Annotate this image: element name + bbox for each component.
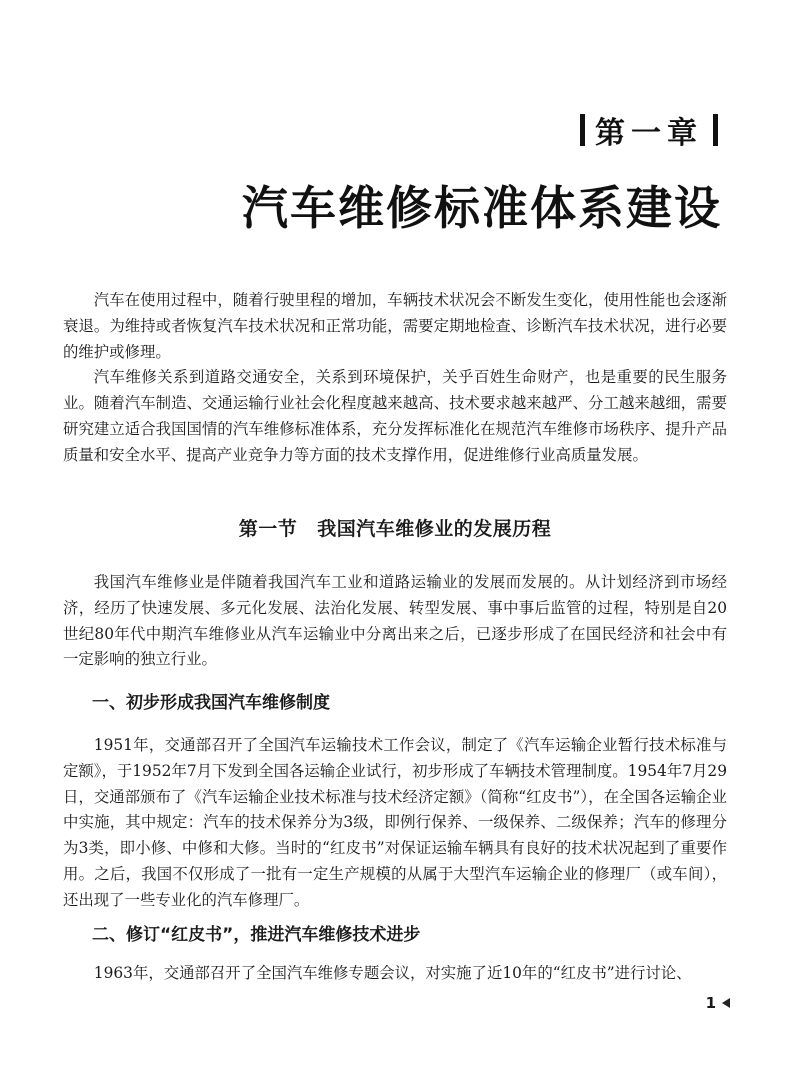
chapter-label	[580, 108, 718, 152]
chapter-number: 第一章	[595, 116, 703, 151]
subsection-1-paragraph-1: 1951年，交通部召开了全国汽车运输技术工作会议，制定了《汽车运输企业暂行技术标准与定额》，于1952年7月下发到全国各运输企业试行，初步形成了车辆技术管理制度。1954年7月29日，交通部颁布了《汽车运输企业技术标准与技术经济定额》（简称“红皮书”），在全国各运输企业中实施，其中规定：汽车的技术保养分为3级，即例行保养、一级保养、二级保养；汽车的修理分为3类，即小修、中修和大修。当时的“红皮书”对保证运输车辆具有良好的技术状况起到了重要作用。之后，我国不仅形成了一批有一定生产规模的从属于大型汽车运输企业的修理厂（或车间），还出现了一些专业化的汽车修理厂。	[63, 736, 727, 909]
subsection-1-text	[63, 733, 727, 914]
intro-paragraph-2: 汽车维修关系到道路交通安全，关系到环境保护，关乎百姓生命财产，也是重要的民生服务业。随着汽车制造、交通运输行业社会化程度越来越高、技术要求越来越严、分工越来越细，需要研究建立适合我国国情的汽车维修标准体系，充分发挥标准化在规范汽车维修市场秩序、提升产品质量和安全水平、提高产业竞争力等方面的技术支撑作用，促进维修行业高质量发展。	[63, 368, 727, 464]
section-number: 第一节	[238, 518, 298, 540]
page-number-text: 1	[705, 994, 716, 1012]
section-title: 我国汽车维修业的发展历程	[317, 518, 552, 540]
section-heading	[0, 514, 790, 541]
intro-paragraph-1: 汽车在使用过程中，随着行驶里程的增加，车辆技术状况会不断发生变化，使用性能也会逐渐衰退。为维持或者恢复汽车技术状况和正常功能，需要定期地检查、诊断汽车技术状况，进行必要的维护或修理。	[63, 291, 727, 361]
page-number	[706, 994, 730, 1012]
section-paragraph-1: 我国汽车维修业是伴随着我国汽车工业和道路运输业的发展而发展的。从计划经济到市场经济，经历了快速发展、多元化发展、法治化发展、转型发展、事中事后监管的过程，特别是自20世纪80年代中期汽车维修业从汽车运输业中分离出来之后，已逐步形成了在国民经济和社会中有一定影响的独立行业。	[63, 573, 727, 669]
chapter-title: 汽车维修标准体系建设	[242, 181, 722, 235]
page-marker-icon	[722, 998, 730, 1008]
right-bar-decoration	[713, 114, 718, 146]
subheading-2: 二、修订“红皮书”，推进汽车维修技术进步	[92, 925, 421, 945]
left-bar-decoration	[580, 114, 585, 146]
subsection-2-paragraph-1: 1963年，交通部召开了全国汽车维修专题会议，对实施了近10年的“红皮书”进行讨论、	[93, 964, 692, 982]
subheading-1: 一、初步形成我国汽车维修制度	[92, 693, 330, 713]
intro-text	[63, 288, 727, 469]
section-text	[63, 570, 727, 673]
subsection-2-text	[63, 961, 727, 987]
